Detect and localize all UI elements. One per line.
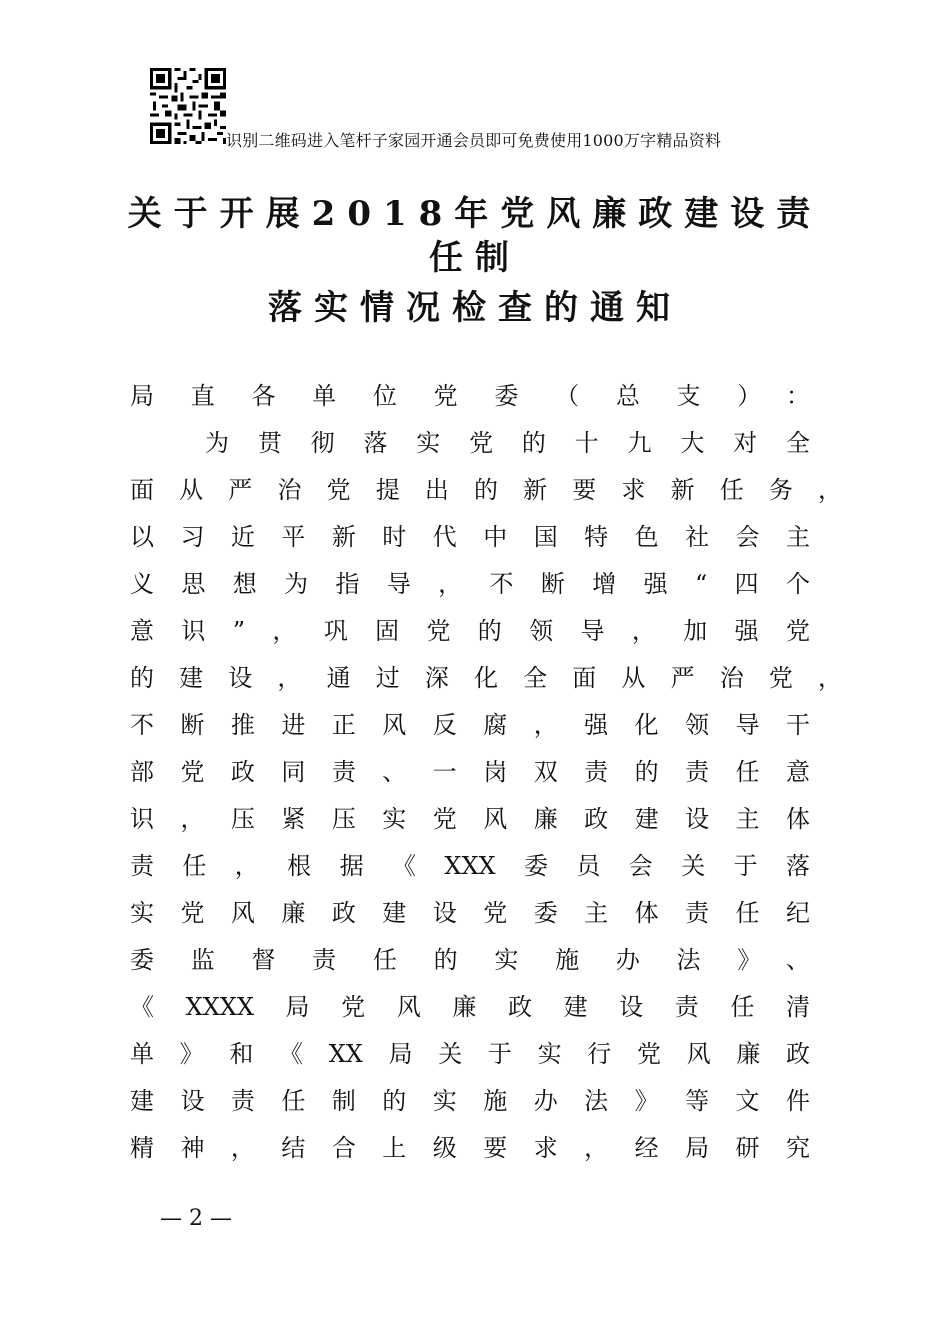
- document-title-line-2: 任制: [429, 238, 521, 278]
- body-line: 义思想为指导，不断增强“四个: [130, 570, 810, 598]
- body-line: 为贯彻落实党的十九大对全: [205, 429, 810, 457]
- body-line: 部党政同责、一岗双责的责任意: [130, 758, 810, 786]
- page-number: — 2 —: [160, 1206, 232, 1231]
- document-title-line-1: 关于开展2018年党风廉政建设责: [127, 194, 823, 234]
- salutation: 局直各单位党委（总支）：: [130, 382, 810, 410]
- body-line: 实党风廉政建设党委主体责任纪: [130, 899, 810, 927]
- body-line: 精神，结合上级要求，经局研究: [130, 1134, 810, 1162]
- body-line: 的建设，通过深化全面从严治党，: [130, 664, 842, 692]
- body-line: 不断推进正风反腐，强化领导干: [130, 711, 810, 739]
- body-line: 单》和《XX局关于实行党风廉政: [130, 1040, 810, 1068]
- document-title-line-3: 落实情况检查的通知: [268, 288, 682, 328]
- qr-code: [150, 68, 226, 144]
- body-line: 面从严治党提出的新要求新任务，: [130, 476, 842, 504]
- body-line: 建设责任制的实施办法》等文件: [130, 1087, 810, 1115]
- body-line: 委监督责任的实施办法》、: [130, 946, 810, 974]
- body-line: 意识”，巩固党的领导，加强党: [130, 617, 810, 645]
- body-line: 以习近平新时代中国特色社会主: [130, 523, 810, 551]
- body-line: 责任，根据《XXX委员会关于落: [130, 852, 810, 880]
- body-line: 识，压紧压实党风廉政建设主体: [130, 805, 810, 833]
- body-line: 《XXXX局党风廉政建设责任清: [130, 993, 810, 1021]
- promo-text: 识别二维码进入笔杆子家园开通会员即可免费使用1000万字精品资料: [226, 131, 722, 150]
